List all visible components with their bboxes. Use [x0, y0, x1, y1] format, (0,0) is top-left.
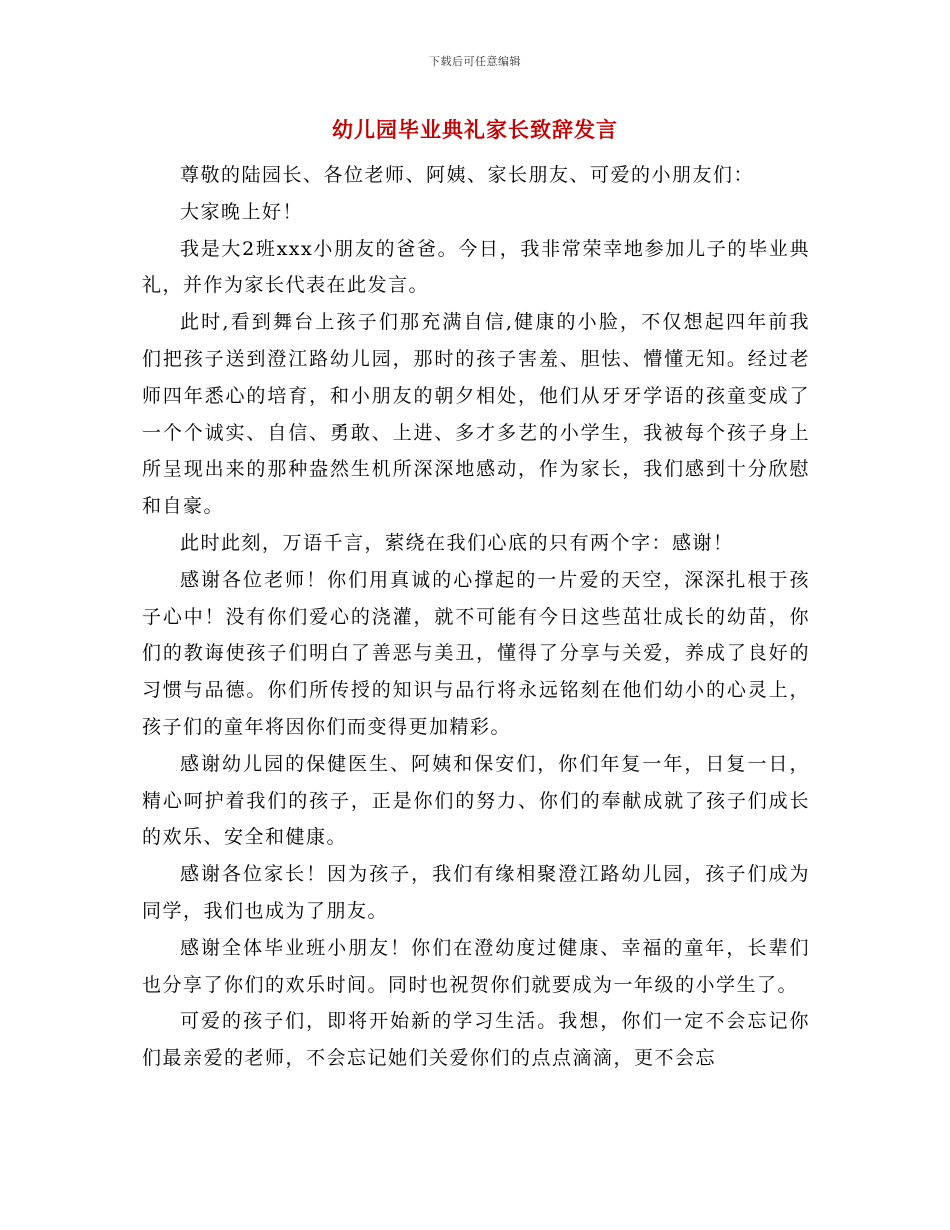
paragraph: 此时此刻，万语千言，萦绕在我们心底的只有两个字：感谢！: [180, 531, 734, 554]
paragraph: 感谢各位老师！你们用真诚的心撑起的一片爱的天空，深深扎根于孩子心中！没有你们爱心的浇灌，就不可能有今日这些茁壮成长的幼苗，你们的教诲使孩子们明白了善恶与美丑，懂得了分享与关爱，养成了良好的习惯与品德。你们所传授的知识与品行将永远铭刻在他们幼小的心灵上，孩子们的童年将因你们而变得更加精彩。: [142, 568, 810, 738]
paragraph: 可爱的孩子们，即将开始新的学习生活。我想，你们一定不会忘记你们最亲爱的老师，不会忘记她们关爱你们的点点滴滴，更不会忘: [142, 1010, 810, 1070]
paragraph: 此时,看到舞台上孩子们那充满自信,健康的小脸，不仅想起四年前我们把孩子送到澄江路幼儿园，那时的孩子害羞、胆怯、懵懂无知。经过老师四年悉心的培育，和小朋友的朝夕相处，他们从牙牙学语的孩童变成了一个个诚实、自信、勇敢、上进、多才多艺的小学生，我被每个孩子身上所呈现出来的那种盎然生机所深深地感动，作为家长，我们感到十分欣慰和自豪。: [142, 311, 810, 518]
header-note: 下载后可任意编辑: [429, 55, 521, 68]
document-title: 幼儿园毕业典礼家长致辞发言: [332, 117, 618, 142]
document-body: [142, 157, 810, 1077]
paragraph: 感谢幼儿园的保健医生、阿姨和保安们，你们年复一年，日复一日，精心呵护着我们的孩子，正是你们的努力、你们的奉献成就了孩子们成长的欢乐、安全和健康。: [142, 752, 810, 849]
paragraph: 尊敬的陆园长、各位老师、阿姨、家长朋友、可爱的小朋友们：: [180, 164, 755, 186]
paragraph: 我是大2班xxx小朋友的爸爸。今日，我非常荣幸地参加儿子的毕业典礼，并作为家长代表在此发言。: [142, 237, 810, 297]
paragraph: 大家晚上好！: [180, 200, 304, 223]
paragraph: 感谢各位家长！因为孩子，我们有缘相聚澄江路幼儿园，孩子们成为同学，我们也成为了朋友。: [142, 863, 810, 922]
paragraph: 感谢全体毕业班小朋友！你们在澄幼度过健康、幸福的童年，长辈们也分享了你们的欢乐时间。同时也祝贺你们就要成为一年级的小学生了。: [142, 936, 810, 996]
